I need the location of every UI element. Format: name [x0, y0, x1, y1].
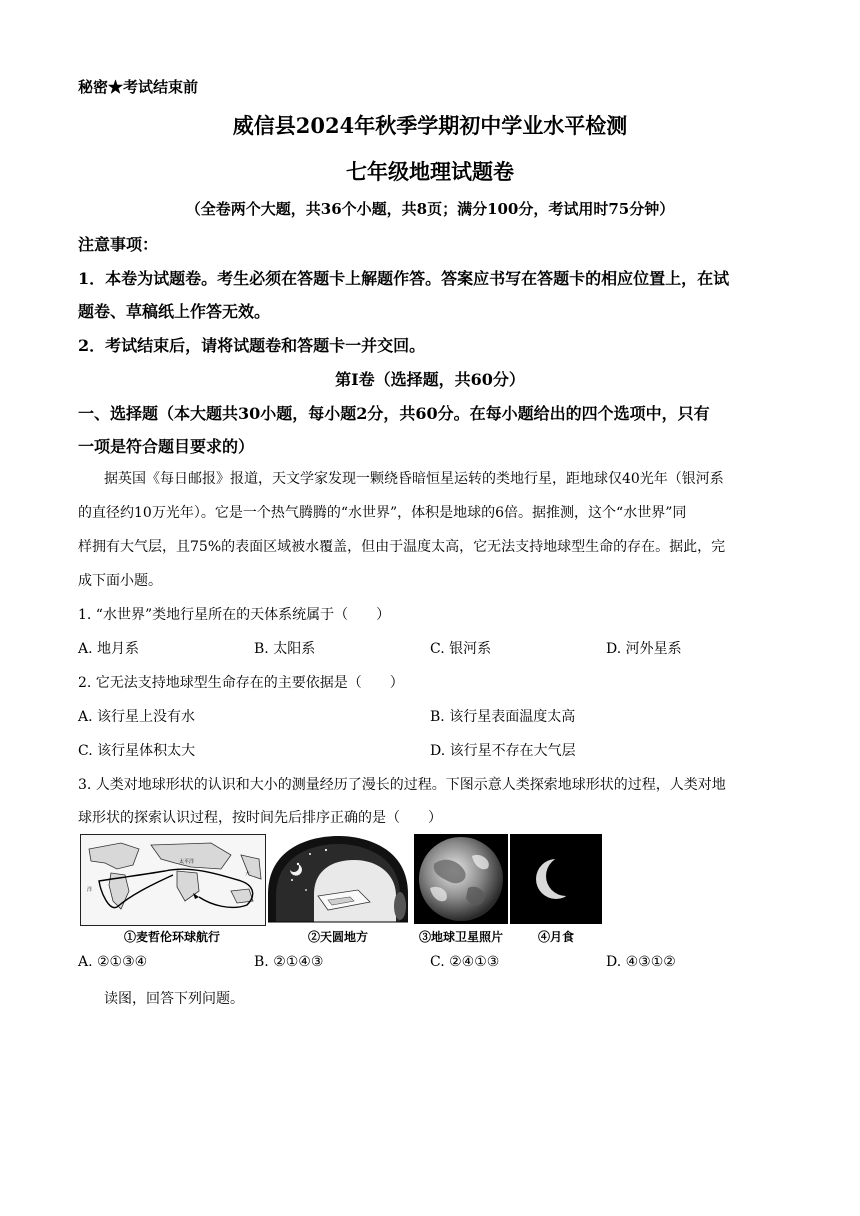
magellan-voyage-map [80, 834, 266, 926]
passage-line-1: 据英国《每日邮报》报道，天文学家发现一颗绕昏暗恒星运转的类地行星，距地球仅40光年（银河系 [104, 471, 724, 487]
notice-item-1-line-1: 1．本卷为试题卷。考生必须在答题卡上解题作答。答案应书写在答题卡的相应位置上，在试 [78, 269, 730, 288]
caption-heaven-earth: ②天圆地方 [307, 930, 368, 944]
moon-crescent-illustration [510, 834, 602, 924]
earth-globe-illustration [414, 834, 508, 924]
question-1-option-b: B. 太阳系 [254, 641, 316, 657]
question-2-option-c: C. 该行星体积太大 [78, 743, 196, 759]
notice-heading: 注意事项： [78, 235, 159, 254]
passage-line-3: 样拥有大气层，且75%的表面区域被水覆盖，但由于温度太高，它无法支持地球型生命的存在。据此，完 [78, 539, 726, 555]
question-2-option-a: A. 该行星上没有水 [78, 709, 196, 725]
question-3-option-d: D. ④③①② [606, 954, 676, 970]
map-label-pacific: 太平洋 [179, 859, 195, 865]
exam-title: 威信县2024年秋季学期初中学业水平检测 [232, 113, 628, 138]
question-1-option-a: A. 地月系 [78, 641, 140, 657]
passage-line-4: 成下面小题。 [78, 573, 162, 589]
question-3-stem-line-2: 球形状的探索认识过程，按时间先后排序正确的是（ ） [78, 810, 442, 826]
map-label-yang: 洋 [87, 887, 93, 893]
question-2-option-b: B. 该行星表面温度太高 [430, 709, 576, 725]
confidential-label: 秘密★考试结束前 [78, 78, 199, 96]
section-heading-line-1: 一、选择题（本大题共30小题，每小题2分，共60分。在每小题给出的四个选项中，只有 [78, 404, 710, 423]
section-heading-line-2: 一项是符合题目要求的） [78, 437, 255, 456]
question-3-option-a: A. ②①③④ [78, 954, 148, 970]
map-label-da: 大 [245, 871, 251, 877]
passage-line-2: 的直径约10万光年）。它是一个热气腾腾的“水世界”，体积是地球的6倍。据推测，这个“水世界”同 [78, 505, 687, 521]
question-3-option-c: C. ②④①③ [430, 954, 500, 970]
part-title: 第Ⅰ卷（选择题，共60分） [335, 370, 525, 389]
notice-item-1-line-2: 题卷、草稿纸上作答无效。 [78, 302, 271, 321]
lunar-eclipse-photo [510, 834, 602, 924]
question-1-stem: 1. “水世界”类地行星所在的天体系统属于（ ） [78, 607, 391, 623]
question-1-option-c: C. 银河系 [430, 641, 492, 657]
question-2-option-d: D. 该行星不存在大气层 [430, 743, 576, 759]
read-figure-prompt: 读图，回答下列问题。 [104, 991, 244, 1007]
exam-subtitle: 七年级地理试题卷 [346, 159, 514, 184]
caption-magellan: ①麦哲伦环球航行 [123, 930, 220, 944]
dome-illustration [266, 834, 410, 924]
caption-lunar-eclipse: ④月食 [537, 930, 574, 944]
heaven-round-earth-square-figure [266, 834, 410, 924]
question-1-option-d: D. 河外星系 [606, 641, 682, 657]
caption-satellite-photo: ③地球卫星照片 [418, 930, 503, 944]
exam-info: （全卷两个大题，共36个小题，共8页；满分100分，考试用时75分钟） [185, 200, 675, 218]
world-map-illustration [81, 835, 265, 925]
notice-item-2: 2．考试结束后，请将试题卷和答题卡一并交回。 [78, 336, 426, 355]
question-3-stem-line-1: 3. 人类对地球形状的认识和大小的测量经历了漫长的过程。下图示意人类探索地球形状的过程，人类对地 [78, 777, 726, 793]
question-2-stem: 2. 它无法支持地球型生命存在的主要依据是（ ） [78, 675, 404, 691]
question-3-option-b: B. ②①④③ [254, 954, 324, 970]
earth-satellite-photo [414, 834, 508, 924]
